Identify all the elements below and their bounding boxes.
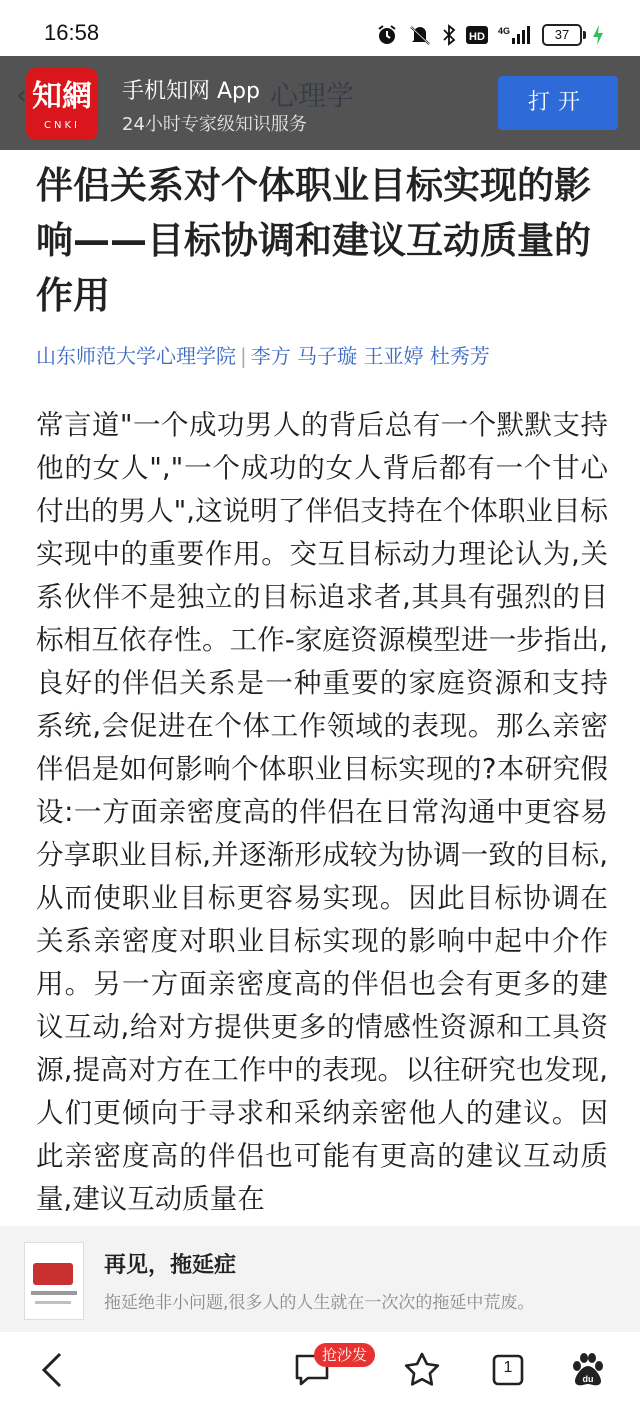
book-cover-thumbnail [24, 1242, 84, 1320]
tabs-icon[interactable] [488, 1350, 528, 1394]
recommendation-description: 拖延绝非小问题,很多人的人生就在一次次的拖延中荒废。 [104, 1293, 535, 1313]
mute-icon [408, 24, 432, 46]
svg-text:HD: HD [469, 31, 485, 43]
recommendation-card[interactable] [0, 1226, 640, 1332]
status-time: 16:58 [44, 20, 100, 45]
logo-subtext: CNKI [44, 120, 80, 131]
app-name: 手机知网 App [122, 79, 260, 104]
tab-count: 1 [503, 1359, 513, 1376]
status-icons [376, 20, 604, 50]
byline-divider: | [240, 344, 247, 368]
status-bar [0, 0, 640, 62]
bluetooth-icon [442, 24, 456, 46]
app-download-banner[interactable] [0, 56, 640, 150]
alarm-icon [376, 24, 398, 46]
article-byline [36, 340, 616, 369]
svg-text:4G: 4G [498, 26, 511, 36]
comment-badge: 抢沙发 [314, 1343, 375, 1367]
recommendation-title: 再见，拖延症 [104, 1253, 237, 1278]
baidu-paw-icon[interactable] [568, 1350, 608, 1394]
battery-icon: 37 [542, 24, 582, 46]
back-icon[interactable] [36, 1350, 70, 1394]
logo-text: 知網 [32, 79, 92, 114]
favorite-star-icon[interactable] [402, 1350, 442, 1394]
open-app-button[interactable]: 打开 [498, 76, 618, 130]
article-body: 常言道"一个成功男人的背后总有一个默默支持他的女人","一个成功的女人背后都有一个甘心付出的男人",这说明了伴侣支持在个体职业目标实现中的重要作用。交互目标动力理论认为,关系伙伴不是独立的目标追求者,其具有强烈的目标相互依存性。工作-家庭资源模型进一步指出,良好的伴侣关系是一种重要的家庭资源和支持系统,会促进在个体工作领域的表现。那么亲密伴侣是如何影响个体职业目标实现的?本研究假设:一方面亲密度高的伴侣在日常沟通中更容易分享职业目标,并逐渐形成较为协调一致的目标,从而使职业目标更容易实现。因此目标协调在关系亲密度对职业目标实现的影响中起中介作用。另一方面亲密度高的伴侣也会有更多的建议互动,给对方提供更多的情感性资源和工具资源,提高对方在工作中的表现。以往研究也发现,人们更倾向于寻求和采纳亲密他人的建议。因此亲密度高的伴侣也可能有更高的建议互动质量,建议互动质量在 [36, 409, 608, 1215]
article-title: 伴侣关系对个体职业目标实现的影响——目标协调和建议互动质量的作用 [36, 164, 591, 317]
svg-text:du: du [582, 1374, 594, 1384]
app-tagline: 24小时专家级知识服务 [122, 114, 307, 135]
authors-link[interactable]: 李方 马子璇 王亚婷 杜秀芳 [250, 344, 490, 368]
signal-4g-icon [498, 24, 532, 46]
institution-link[interactable]: 山东师范大学心理学院 [36, 344, 236, 368]
hd-icon [466, 25, 488, 45]
cnki-logo [26, 68, 98, 140]
charging-icon [592, 24, 604, 46]
